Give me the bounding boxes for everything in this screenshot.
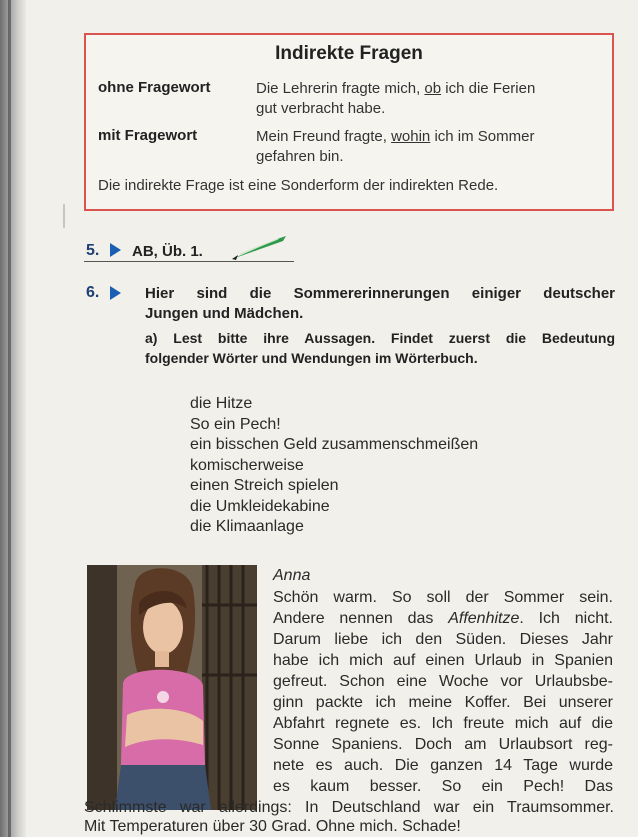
play-arrow-icon	[110, 243, 121, 257]
example-line: gut verbracht habe.	[256, 100, 386, 117]
vocab-item: ein bisschen Geld zusammenschmeißen	[190, 436, 479, 453]
vocab-item: einen Streich spielen	[190, 477, 339, 494]
vocab-item: die Umkleidekabine	[190, 497, 330, 515]
story-emphasis: Affenhitze	[448, 610, 520, 627]
heading-line: Jungen und Mädchen.	[145, 305, 304, 322]
exercise-6-heading	[145, 284, 615, 324]
exercise-6a-task	[145, 328, 615, 368]
book-spine-shadow	[0, 0, 26, 837]
example-text: ich die Ferien	[441, 80, 536, 97]
story-line: nete es auch. Die ganzen 14 Tage wurde	[273, 757, 613, 774]
story-line: es kaum besser. So ein Pech! Das	[273, 778, 613, 795]
story-line: Mit Temperaturen über 30 Grad. Ohne mich. Schade!	[84, 818, 461, 835]
task-line: folgender Wörter und Wendungen im Wörterbuch.	[145, 350, 478, 366]
label-ohne-fragewort: ohne Fragewort	[98, 79, 211, 96]
question-word-wohin: wohin	[391, 128, 431, 145]
example-line: gefahren bin.	[256, 148, 344, 165]
story-line: ginn packte ich meine Koffer. Bei unserer	[273, 694, 613, 711]
example-text: ich im Sommer	[430, 128, 535, 145]
label-mit-fragewort: mit Fragewort	[98, 127, 198, 144]
vocab-list	[190, 394, 478, 538]
example-ohne-fragewort	[256, 79, 616, 119]
pen-icon	[228, 232, 290, 262]
story-line: habe ich mich auf einen Urlaub in Spanien	[273, 652, 613, 669]
example-mit-fragewort	[256, 127, 616, 167]
vocab-item: So ein Pech!	[190, 415, 281, 433]
page-mark	[63, 204, 65, 228]
story-line	[273, 608, 613, 629]
example-text: Mein Freund fragte,	[256, 128, 392, 145]
task-line: a) Lest bitte ihre Aussagen. Findet zuerst die Bedeutung	[145, 330, 615, 346]
story-line: Schön warm. So soll der Sommer sein.	[273, 589, 613, 606]
question-word-ob: ob	[424, 80, 442, 97]
grammar-box-title: Indirekte Fragen	[275, 43, 423, 64]
book-spine-line	[8, 0, 11, 837]
vocab-item: die Hitze	[190, 395, 253, 412]
workbook-reference: AB, Üb. 1.	[132, 243, 203, 260]
story-line: Darum liebe ich den Süden. Dieses Jahr	[273, 631, 613, 648]
exercise-6-number: 6.	[86, 284, 100, 301]
exercise-5-number: 5.	[86, 242, 100, 259]
example-line	[256, 127, 616, 147]
story-line: Schlimmste war allerdings: In Deutschland war ein Traumsommer.	[84, 799, 614, 816]
play-arrow-icon	[110, 286, 121, 300]
story-author-name: Anna	[273, 567, 311, 584]
grammar-note: Die indirekte Frage ist eine Sonderform der indirekten Rede.	[98, 177, 499, 194]
story-text: Andere nennen das	[273, 610, 449, 627]
story-line: Abfahrt regnete es. Ich freute mich auf die	[273, 715, 613, 732]
vocab-item: komischerweise	[190, 456, 304, 474]
grammar-box	[84, 33, 614, 211]
example-line	[256, 79, 616, 99]
heading-line: Hier sind die Sommererinnerungen einiger deutscher	[145, 285, 615, 302]
anna-illustration	[87, 565, 257, 810]
story-text: . Ich nicht.	[519, 610, 613, 627]
vocab-item: die Klimaanlage	[190, 518, 304, 535]
example-text: Die Lehrerin fragte mich,	[256, 80, 425, 97]
story-line: Sonne Spaniens. Doch am Urlaubsort reg-	[273, 736, 613, 753]
story-line: gefreut. Schon eine Woche vor Urlaubsbe-	[273, 673, 613, 690]
